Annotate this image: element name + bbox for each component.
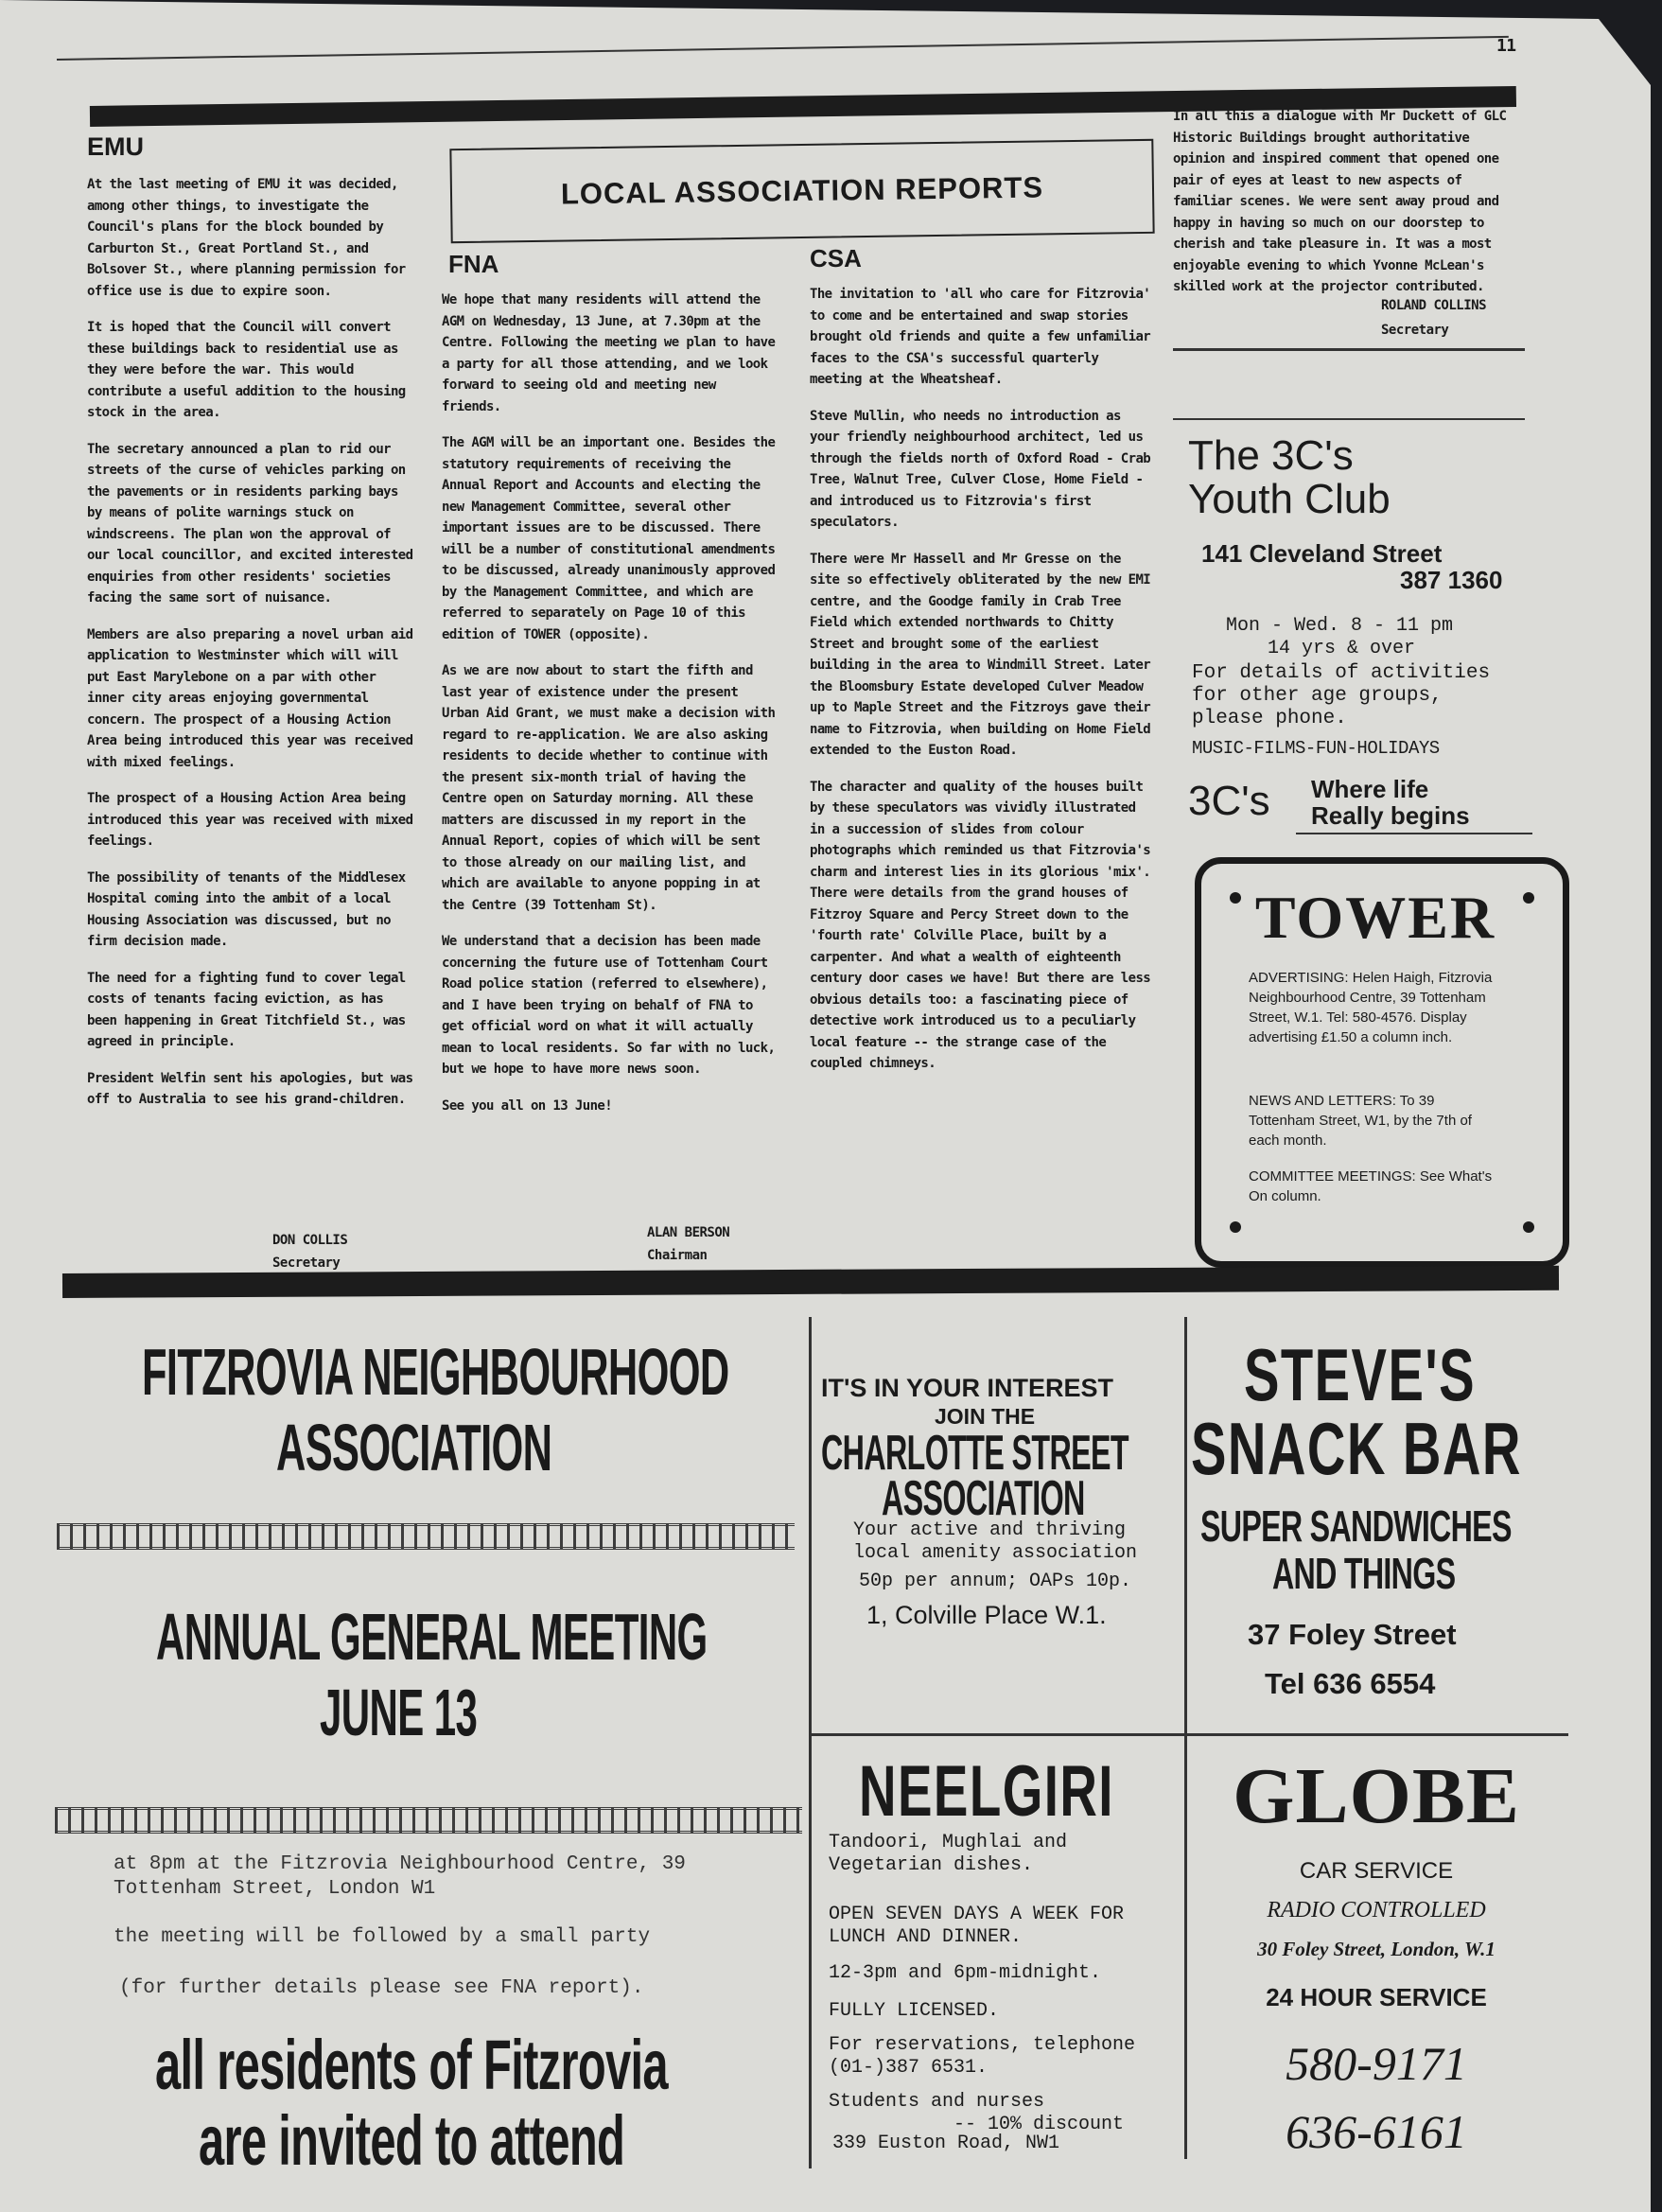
steves-ad-line2: AND THINGS	[1272, 1549, 1456, 1598]
youth-club-slogan-1: Where life	[1311, 775, 1429, 803]
youth-club-activities: MUSIC-FILMS-FUN-HOLIDAYS	[1192, 738, 1440, 759]
neelgiri-ad-desc: Tandoori, Mughlai and Vegetarian dishes.	[829, 1832, 1068, 1876]
csa-ad-fees: 50p per annum; OAPs 10p.	[859, 1571, 1132, 1592]
tower-news: NEWS AND LETTERS: To 39 Tottenham Street, W1, by the 7th of each month.	[1249, 1093, 1472, 1149]
youth-club-slogan-2: Really begins	[1311, 801, 1470, 830]
globe-ad-line2: RADIO CONTROLLED	[1267, 1898, 1486, 1922]
youth-club-brand: 3C's	[1188, 778, 1270, 824]
neelgiri-ad-address: 339 Euston Road, NW1	[832, 2133, 1060, 2154]
csa-ad-line2: JOIN THE	[935, 1404, 1036, 1429]
youth-club-title-1: The 3C's	[1188, 432, 1354, 479]
tower-logo: TOWER	[1254, 884, 1496, 951]
neelgiri-ad	[812, 1737, 1184, 2172]
csa-ad-desc-1: Your active and thriving	[853, 1519, 1127, 1541]
fna-ad-party: the meeting will be followed by a small party	[114, 1926, 651, 1948]
csa-signature-title: Secretary	[1381, 323, 1449, 338]
neelgiri-ad-students-2: -- 10% discount	[953, 2114, 1125, 2135]
masthead-title: LOCAL ASSOCIATION REPORTS	[560, 170, 1044, 211]
csa-paragraph: The invitation to 'all who care for Fitzrovia' to come and be entertained and swap stories brought old friends and quite a few unfamiliar faces to the CSA's successful quarterly meeting at the Wheatsheaf.	[810, 287, 1151, 387]
youth-club-ad	[1173, 426, 1532, 842]
fna-agm-ad	[38, 1306, 809, 2195]
fna-heading: FNA	[448, 250, 499, 278]
youth-club-underline	[1296, 833, 1532, 834]
fna-paragraph: We hope that many residents will attend the AGM on Wednesday, 13 June, at 7.30pm at the Centre. Following the meeting we plan to have a party for all those attending, and we look forward to seeing old and meeting new friends.	[442, 292, 776, 414]
globe-ad-line1: CAR SERVICE	[1299, 1858, 1454, 1884]
fna-ad-ornament-top	[57, 1523, 795, 1550]
fna-ad-meeting-1: ANNUAL GENERAL MEETING	[156, 1600, 708, 1674]
youth-club-top-rule	[1173, 418, 1525, 420]
emu-paragraph: The possibility of tenants of the Middlesex Hospital coming into the ambit of a local Housing Association was discussed, but no firm decision made.	[87, 869, 406, 949]
fna-ad-invite-2: are invited to attend	[199, 2101, 625, 2180]
ad-divider-horizontal	[812, 1733, 1568, 1736]
youth-club-address: 141 Cleveland Street	[1201, 539, 1443, 568]
steves-ad-phone: Tel 636 6554	[1265, 1667, 1436, 1700]
emu-heading: EMU	[87, 132, 144, 161]
youth-club-hours: Mon - Wed. 8 - 11 pm	[1226, 615, 1454, 637]
globe-ad-name: GLOBE	[1233, 1752, 1520, 1840]
csa-ad-name-1: CHARLOTTE STREET	[821, 1426, 1129, 1481]
csa-paragraph: The character and quality of the houses built by these speculators was vividly illustrated in a succession of slides from colour photographs which reminded us that Fitzrovia's charm and interest lies in its glorious 'mix'. There were details from the grand houses of Fitzroy Square and Percy Street down to the 'fourth rate' Colville Place, built by a carpenter. And what a wealth of eighteenth century door cases we have! But there are less obvious details too: a fascinating piece of detective work introduced us to a peculiarly local feature -- the strange case of the coupled chimneys.	[810, 779, 1151, 1071]
emu-paragraph: The need for a fighting fund to cover legal costs of tenants facing eviction, as has been happening in Great Titchfield St., was agreed in principle.	[87, 970, 406, 1049]
fna-ad-title-1: FITZROVIA NEIGHBOURHOOD	[142, 1335, 729, 1409]
steves-snack-bar-ad	[1187, 1317, 1566, 1733]
tower-committee: COMMITTEE MEETINGS: See What's On column.	[1249, 1168, 1493, 1204]
youth-club-phone: 387 1360	[1400, 566, 1503, 594]
neelgiri-ad-reservations: For reservations, telephone (01-)387 6531.	[829, 2034, 1136, 2079]
fna-ad-title-2: ASSOCIATION	[276, 1411, 552, 1484]
neelgiri-ad-licensed: FULLY LICENSED.	[829, 2000, 1000, 2022]
emu-column	[87, 174, 416, 1126]
csa-ad-line1: IT'S IN YOUR INTEREST	[821, 1374, 1113, 1402]
globe-ad-service: 24 HOUR SERVICE	[1266, 1983, 1487, 2011]
emu-paragraph: It is hoped that the Council will convert these buildings back to residential use as they were before the war. This would contribute a useful addition to the housing stock in the area.	[87, 320, 406, 420]
fna-ad-invite-1: all residents of Fitzrovia	[155, 2026, 668, 2104]
fna-ad-details: (for further details please see FNA report).	[119, 1977, 644, 1999]
fna-ad-meeting-2: JUNE 13	[320, 1676, 478, 1749]
fna-paragraph: The AGM will be an important one. Besides the statutory requirements of receiving the Annual Report and Accounts and electing the new Management Committee, several other important issues are to be discussed. There will be a number of constitutional amendments to be discussed, already unanimously approved by the Management Committee, and which are referred to separately on Page 10 of this edition of TOWER (opposite).	[442, 435, 776, 642]
fna-ad-venue: at 8pm at the Fitzrovia Neighbourhood Centre, 39 Tottenham Street, London W1	[114, 1853, 686, 1900]
emu-signature-name: DON COLLIS	[272, 1233, 348, 1248]
csa-paragraph: Steve Mullin, who needs no introduction as your friendly neighbourhood architect, led us through the fields north of Oxford Road - Crab Tree, Walnut Tree, Culver Close, Home Field - and introduced us to Fitzrovia's first speculators.	[810, 408, 1151, 530]
neelgiri-ad-open: OPEN SEVEN DAYS A WEEK FOR LUNCH AND DINNER.	[829, 1904, 1125, 1948]
csa-column-continued	[1173, 106, 1518, 313]
fna-paragraph: See you all on 13 June!	[442, 1097, 613, 1114]
neelgiri-ad-hours: 12-3pm and 6pm-midnight.	[829, 1962, 1102, 1984]
neelgiri-ad-students-1: Students and nurses	[829, 2091, 1045, 2113]
csa-signature-name: ROLAND COLLINS	[1381, 298, 1487, 313]
youth-club-details: For details of activities for other age groups, please phone.	[1192, 662, 1491, 729]
emu-signature-title: Secretary	[272, 1255, 341, 1271]
fna-paragraph: We understand that a decision has been made concerning the future use of Tottenham Court Road police station (referred to elsewhere), and I have been trying on behalf of FNA to get official word on what it will actually mean to local residents. So far with no luck, but we hope to have more news soon.	[442, 934, 776, 1077]
masthead-box	[449, 139, 1154, 243]
csa-ad-desc-2: local amenity association	[853, 1542, 1138, 1564]
steves-ad-name-1: STEVE'S	[1244, 1333, 1477, 1416]
csa-paragraph: There were Mr Hassell and Mr Gresse on the site so effectively obliterated by the new EMI centre, and the Goodge family in Crab Tree Field which extended northwards to Chitty Street and brought some of the earliest building in the area to Windmill Street. Later the Bloomsbury Estate developed Culver Meadow up to Maple Street and the Fitzroys gave their name to Fitzrovia, when building on Home Field extended to the Euston Road.	[810, 551, 1151, 758]
youth-club-ages: 14 yrs & over	[1268, 638, 1416, 659]
csa-ad	[812, 1317, 1184, 1733]
page-number: 11	[1496, 36, 1516, 56]
globe-ad-address: 30 Foley Street, London, W.1	[1257, 1938, 1496, 1960]
emu-paragraph: President Welfin sent his apologies, but was off to Australia to see his grand-children.	[87, 1070, 413, 1107]
csa-ad-name-2: ASSOCIATION	[882, 1471, 1085, 1526]
emu-paragraph: Members are also preparing a novel urban aid application to Westminster which will will put East Marylebone on a par with other inner city areas enjoying governmental concern. The prospect of a Housing Action Area being introduced this year was received with mixed feelings.	[87, 626, 413, 770]
tower-info-box	[1195, 857, 1569, 1268]
fna-ad-ornament-bottom	[55, 1807, 802, 1834]
csa-paragraph: In all this a dialogue with Mr Duckett of GLC Historic Buildings brought authoritative opinion and inspired comment that opened one pair of eyes at least to new aspects of familiar scenes. We were sent away proud and happy in having so much on our doorstep to cherish and take pleasure in. It was a most enjoyable evening to which Yvonne McLean's skilled work at the projector contributed.	[1173, 109, 1507, 294]
fna-column	[442, 290, 780, 1132]
csa-ad-address: 1, Colville Place W.1.	[866, 1601, 1107, 1629]
youth-club-title-2: Youth Club	[1188, 476, 1391, 522]
steves-ad-address: 37 Foley Street	[1248, 1618, 1457, 1651]
tower-advertising: ADVERTISING: Helen Haigh, Fitzrovia Neighbourhood Centre, 39 Tottenham Street, W.1. Tel: 580-4576. Display advertising £1.50 a column inch.	[1249, 970, 1493, 1045]
globe-ad	[1187, 1737, 1566, 2172]
tower-dot	[1523, 1221, 1534, 1233]
emu-paragraph: The prospect of a Housing Action Area being introduced this year was received with mixed feelings.	[87, 791, 413, 849]
steves-ad-line1: SUPER SANDWICHES	[1200, 1501, 1512, 1551]
tower-dot	[1230, 1221, 1241, 1233]
emu-paragraph: The secretary announced a plan to rid our streets of the curse of vehicles parking on the pavements or in residents parking bays by means of polite warnings stuck on windscreens. The plan won the approval of our local councillor, and excited interested enquiries from other residents' societies facing the same sort of nuisance.	[87, 441, 413, 606]
csa-column	[810, 284, 1154, 1090]
neelgiri-ad-name: NEELGIRI	[859, 1751, 1114, 1832]
csa-end-rule	[1173, 348, 1525, 351]
globe-ad-phone-2: 636-6161	[1286, 2105, 1467, 2158]
fna-signature-title: Chairman	[647, 1248, 708, 1263]
fna-signature-name: ALAN BERSON	[647, 1225, 730, 1240]
csa-heading: CSA	[810, 244, 862, 272]
emu-paragraph: At the last meeting of EMU it was decided, among other things, to investigate the Council's plans for the block bounded by Carburton St., Great Portland St., and Bolsover St., where planning permission for office use is due to expire soon.	[87, 177, 406, 299]
globe-ad-phone-1: 580-9171	[1286, 2037, 1467, 2090]
fna-paragraph: As we are now about to start the fifth and last year of existence under the present Urban Aid Grant, we must make a decision with regard to re-application. We are also asking residents to decide whether to continue with the present six-month trial of having the Centre open on Saturday morning. All these matters are discussed in my report in the Annual Report, copies of which will be sent to those already on our mailing list, and which are available to anyone popping in at the Centre (39 Tottenham St).	[442, 663, 776, 913]
steves-ad-name-2: SNACK BAR	[1191, 1407, 1522, 1490]
